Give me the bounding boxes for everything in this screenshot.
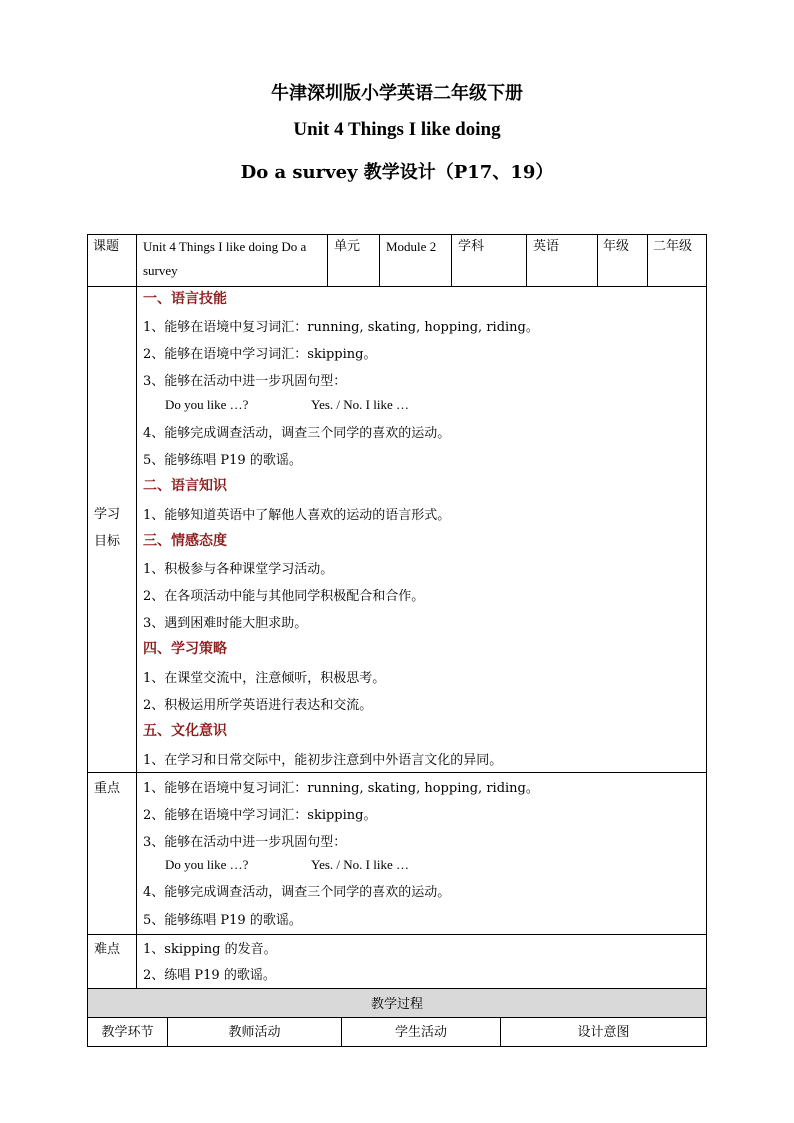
- subject-value: 英语: [533, 239, 560, 254]
- row-divider: [87, 1017, 707, 1018]
- row-divider: [87, 934, 707, 935]
- difficulty-item: 1、skipping 的发音。: [143, 942, 277, 957]
- process-col-teacher: 教师活动: [228, 1025, 281, 1040]
- objective-item: 2、能够在语境中学习词汇：skipping。: [143, 347, 377, 362]
- document-title: 牛津深圳版小学英语二年级下册: [271, 83, 523, 104]
- sentence-pattern-question: Do you like …?: [165, 857, 249, 872]
- subject-label: 学科: [458, 239, 485, 254]
- section-heading: 二、语言知识: [143, 478, 227, 494]
- key-point-item: 1、能够在语境中复习词汇：running, skating, hopping, riding。: [143, 781, 539, 796]
- topic-label: 课题: [93, 239, 120, 254]
- col-divider: [597, 234, 598, 286]
- lesson-title: Do a survey 教学设计（P17、19）: [240, 162, 554, 183]
- col-divider: [451, 234, 452, 286]
- grade-value: 二年级: [653, 239, 693, 254]
- objective-item: 1、在学习和日常交际中，能初步注意到中外语言文化的异同。: [143, 753, 503, 768]
- process-col-student: 学生活动: [394, 1025, 447, 1040]
- objectives-label-2: 目标: [94, 534, 121, 549]
- difficulties-label: 难点: [94, 942, 121, 957]
- process-col-stage: 教学环节: [101, 1025, 154, 1040]
- process-col-purpose: 设计意图: [577, 1025, 630, 1040]
- sentence-pattern-answer: Yes. / No. I like …: [311, 397, 409, 412]
- objectives-label-1: 学习: [94, 507, 121, 522]
- objective-item: 3、能够在活动中进一步巩固句型：: [143, 374, 347, 389]
- row-divider: [87, 772, 707, 773]
- section-heading: 一、语言技能: [143, 291, 227, 307]
- section-heading: 三、情感态度: [143, 533, 227, 549]
- objective-item: 2、积极运用所学英语进行表达和交流。: [143, 698, 373, 713]
- col-divider: [136, 234, 137, 988]
- objective-item: 1、在课堂交流中，注意倾听，积极思考。: [143, 671, 386, 686]
- section-heading: 四、学习策略: [143, 641, 227, 657]
- topic-value-line2: survey: [143, 263, 178, 278]
- objective-item: 2、在各项活动中能与其他同学积极配合和合作。: [143, 589, 425, 604]
- key-points-label: 重点: [94, 781, 121, 796]
- key-point-item: 3、能够在活动中进一步巩固句型：: [143, 835, 347, 850]
- row-divider: [87, 286, 707, 287]
- process-title: 教学过程: [370, 997, 423, 1012]
- objective-item: 4、能够完成调查活动，调查三个同学的喜欢的运动。: [143, 426, 451, 441]
- sentence-pattern-question: Do you like …?: [165, 397, 249, 412]
- grade-label: 年级: [603, 239, 630, 254]
- col-divider: [327, 234, 328, 286]
- sentence-pattern-answer: Yes. / No. I like …: [311, 857, 409, 872]
- objective-item: 5、能够练唱 P19 的歌谣。: [143, 453, 302, 468]
- key-point-item: 4、能够完成调查活动，调查三个同学的喜欢的运动。: [143, 885, 451, 900]
- objective-item: 3、遇到困难时能大胆求助。: [143, 616, 308, 631]
- objective-item: 1、能够在语境中复习词汇：running, skating, hopping, riding。: [143, 320, 539, 335]
- unit-value: Module 2: [386, 239, 437, 254]
- objective-item: 1、积极参与各种课堂学习活动。: [143, 562, 334, 577]
- section-heading: 五、文化意识: [143, 723, 227, 739]
- unit-label: 单元: [334, 239, 361, 254]
- difficulty-item: 2、练唱 P19 的歌谣。: [143, 968, 276, 983]
- unit-title: Unit 4 Things I like doing: [293, 119, 501, 140]
- objective-item: 1、能够知道英语中了解他人喜欢的运动的语言形式。: [143, 508, 451, 523]
- col-divider: [379, 234, 380, 286]
- key-point-item: 5、能够练唱 P19 的歌谣。: [143, 913, 302, 928]
- topic-value-line1: Unit 4 Things I like doing Do a: [143, 239, 307, 254]
- key-point-item: 2、能够在语境中学习词汇：skipping。: [143, 808, 377, 823]
- col-divider: [647, 234, 648, 286]
- col-divider: [526, 234, 527, 286]
